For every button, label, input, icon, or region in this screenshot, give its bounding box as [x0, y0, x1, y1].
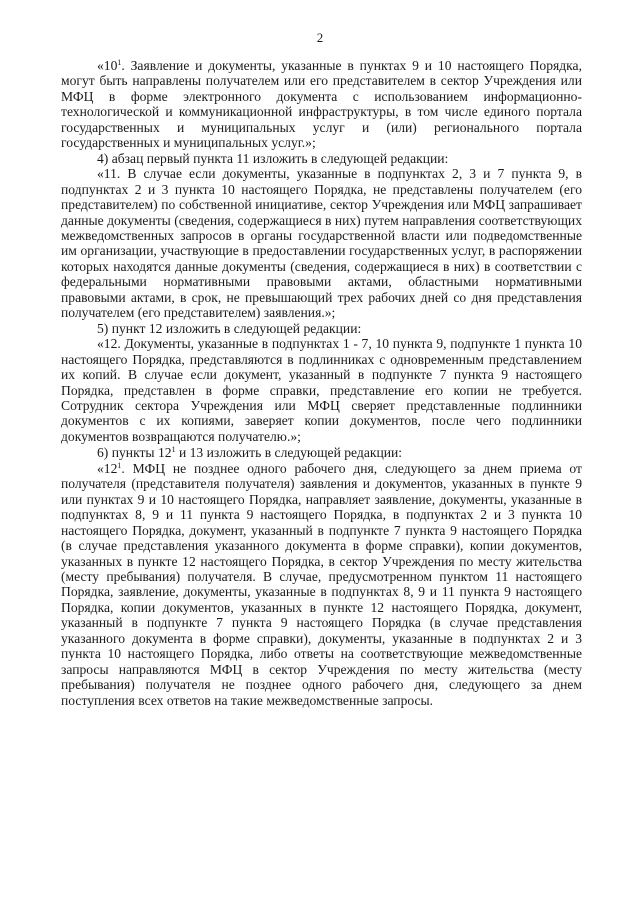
paragraph-12-1	[61, 461, 582, 708]
amendment-item-6-before: 6) пункты 12	[97, 445, 172, 461]
amendment-item-6-after: и 13 изложить в следующей редакции:	[175, 445, 403, 461]
paragraph-11: «11. В случае если документы, указанные в подпунктах 2, 3 и 7 пункта 9, в подпунктах 2 и 3 пункта 10 настоящего Порядка, не представлены получателем (его представителем) по собственной инициативе, сектор Учреждения или МФЦ запрашивает данные документы (сведения, содержащиеся в них) путем направления соответствующих межведомственных запросов в органы государственной власти или подведомственные им организации, участвующие в предоставлении государственных услуг, в распоряжении которых находятся данные документы (сведения, содержащиеся в них) в соответствии с федеральными нормативными правовыми актами, областными нормативными правовыми актами, в срок, не превышающий трех рабочих дней со дня представления получателем (его представителем) заявления.»;	[61, 166, 582, 321]
amendment-item-5: 5) пункт 12 изложить в следующей редакции:	[97, 320, 362, 336]
paragraph-10-1	[61, 58, 582, 151]
superscript-1: 1	[117, 460, 122, 470]
amendment-item-4: 4) абзац первый пункта 11 изложить в следующей редакции:	[97, 150, 449, 166]
paragraph-12-1-open: «12	[97, 460, 118, 476]
superscript-1: 1	[171, 445, 176, 455]
amendment-item-6	[61, 445, 582, 460]
paragraph-12-1-text: . МФЦ не позднее одного рабочего дня, следующего за днем приема от получателя (представителя получателя) заявления и документов, указанных в пункте 9 или пунктах 9 и 10 настоящего Порядка, направляет заявление, документы, указанные в подпунктах 8, 9 и 11 пункта 9 настоящего Порядка, в подпунктах 2 и 3 пункта 10 настоящего Порядка, документ, указанный в подпункте 7 пункта 9 настоящего Порядка (в случае представления указанного документа в форме справки), копии документов, указанных в пункте 12 настоящего Порядка, в сектор Учреждения по месту жительства (месту пребывания) получателя. В случае, предусмотренном пунктом 11 настоящего Порядка, заявление, документы, указанные в подпунктах 8, 9 и 11 пункта 9 настоящего Порядка, копии документов, указанных в пункте 12 настоящего Порядка, документ, указанный в подпункте 7 пункта 9 настоящего Порядка (в случае представления указанного документа в форме справки), документы, указанные в подпунктах 2 и 3 пункта 10 настоящего Порядка, либо ответы на соответствующие межведомственные запросы направляются МФЦ в сектор Учреждения по месту жительства (месту пребывания) получателя не позднее одного рабочего дня, следующего за днем поступления всех ответов на такие межведомственные запросы.	[61, 460, 582, 708]
paragraph-10-1-open: «10	[97, 58, 118, 73]
document-body	[61, 58, 582, 708]
superscript-1: 1	[117, 58, 122, 67]
page-number: 2	[316, 30, 324, 45]
paragraph-10-1-text: . Заявление и документы, указанные в пунктах 9 и 10 настоящего Порядка, могут быть направлены получателем или его представителем в сектор Учреждения или МФЦ в форме электронного документа с использованием информационно-технологической и коммуникационной инфраструктуры, в том числе единого портала государственных и муниципальных услуг и (или) регионального портала государственных и муниципальных услуг.»;	[61, 58, 582, 151]
paragraph-12: «12. Документы, указанные в подпунктах 1 - 7, 10 пункта 9, подпункте 1 пункта 10 настоящего Порядка, представляются в подлинниках с одновременным представлением их копий. В случае если документ, указанный в подпункте 7 пункта 9 настоящего Порядка, представлен в форме справки, представление его копии не требуется. Сотрудник сектора Учреждения или МФЦ сверяет представленные подлинники документов с их копиями, заверяет копии документов, после чего подлинники документов возвращаются получателю.»;	[61, 336, 582, 444]
